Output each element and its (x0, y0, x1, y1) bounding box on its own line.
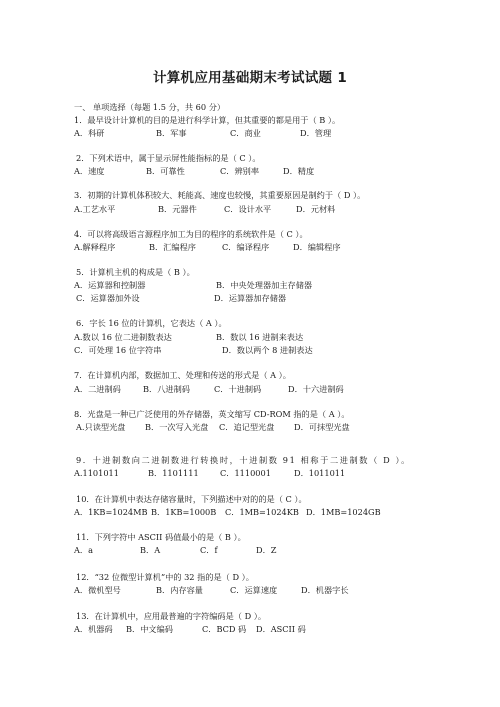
question-text: 8．光盘是一种已广泛使用的外存储器，英文缩写 CD-ROM 指的是（ A ）。 (74, 409, 350, 419)
question-text: 12．“32 位微型计算机”中的 32 指的是（ D ）。 (76, 572, 254, 582)
question-text: 4．可以将高级语言源程序加工为目的程序的系统软件是（ C ）。 (74, 229, 308, 239)
option: D．管理 (300, 128, 332, 138)
question-text: 6．字长 16 位的计算机，它表达（ A ）。 (76, 318, 227, 328)
option: A．1KB=1024MB (74, 507, 148, 517)
option: B．八进制码 (143, 384, 190, 394)
option: C．1110001 (220, 468, 271, 478)
option: B．军事 (156, 128, 187, 138)
option: A.解释程序 (74, 242, 116, 252)
question-text: 13．在计算机中，应用最普遍的字符编码是（ D ）。 (76, 611, 267, 621)
option: B．汇编程序 (149, 242, 196, 252)
option: C．1MB=1024KB (225, 507, 299, 517)
option: B．1KB=1000B (151, 507, 217, 517)
option: D．1MB=1024GB (306, 507, 381, 517)
option: A.只读型光盘 (76, 422, 126, 432)
option: B．一次写入光盘 (145, 422, 209, 432)
option: D．机器字长 (301, 585, 349, 595)
option: D．元材料 (296, 204, 336, 214)
question-text: 2．下列术语中，属于显示屏性能指标的是（ C ）。 (76, 153, 261, 163)
option: B．A (140, 545, 161, 555)
question-text: 9．十进制数向二进制数进行转换时，十进制数 91 相称于二进制数（ D ）。 (76, 455, 411, 465)
option: C．商业 (230, 128, 261, 138)
option: B．中央处理器加主存储器 (216, 280, 313, 290)
option: A．a (74, 545, 93, 555)
option: C．辨别率 (220, 166, 260, 176)
option: C．设计水平 (224, 204, 272, 214)
section-heading: 一、 单项选择（每题 1.5 分，共 60 分） (74, 102, 226, 112)
option: B．元器件 (158, 204, 197, 214)
option: A.数以 16 位二进制数表达 (74, 332, 172, 342)
option: B．数以 16 进制来表达 (216, 332, 304, 342)
option: D．数以两个 8 进制表达 (222, 345, 313, 355)
option: B．内存容量 (156, 585, 203, 595)
question-text: 3．初期的计算机体积较大、耗能高、速度也较慢，其重要原因是制约于（ D ）。 (74, 190, 366, 200)
question-text: 7．在计算机内部，数据加工、处理和传送的形式是（ A ）。 (74, 370, 291, 380)
option: C．编译程序 (222, 242, 270, 252)
option: D．运算器加存储器 (214, 293, 287, 303)
option: D．Z (256, 545, 277, 555)
option: D．ASCII 码 (256, 624, 306, 634)
option: C．十进制码 (214, 384, 262, 394)
option: B．可靠性 (146, 166, 185, 176)
option: D．可抹型光盘 (294, 422, 350, 432)
option: A．科研 (74, 128, 105, 138)
option: D．精度 (283, 166, 315, 176)
option: D．十六进制码 (288, 384, 344, 394)
option: B．1101111 (148, 468, 199, 478)
question-text: 5．计算机主机的构成是（ B ）。 (76, 267, 195, 277)
option: C．f (200, 545, 218, 555)
option: D．编辑程序 (293, 242, 341, 252)
option: B．中文编码 (126, 624, 173, 634)
option: A.1101011 (74, 468, 119, 478)
question-text: 1．最早设计计算机的目的是进行科学计算，但其重要的都是用于（ B ）。 (74, 115, 341, 125)
option: D．1011011 (294, 468, 346, 478)
page-title: 计算机应用基础期末考试试题 1 (152, 70, 348, 86)
question-text: 10．在计算机中表达存储容量时，下列描述中对的的是（ C ）。 (76, 494, 307, 504)
option: C．BCD 码 (202, 624, 247, 634)
option: A．机器码 (74, 624, 113, 634)
option: A.工艺水平 (74, 204, 116, 214)
option: C．运算器加外设 (76, 293, 140, 303)
question-text: 11．下列字符中 ASCII 码值最小的是（ B ）。 (76, 532, 246, 542)
option: C．追记型光盘 (219, 422, 275, 432)
option: A．微机型号 (74, 585, 121, 595)
option: C．运算速度 (230, 585, 278, 595)
option: A．运算器和控制器 (74, 280, 146, 290)
option: A．二进制码 (74, 384, 121, 394)
option: C．可处理 16 位字符串 (74, 345, 162, 355)
option: A．速度 (74, 166, 105, 176)
